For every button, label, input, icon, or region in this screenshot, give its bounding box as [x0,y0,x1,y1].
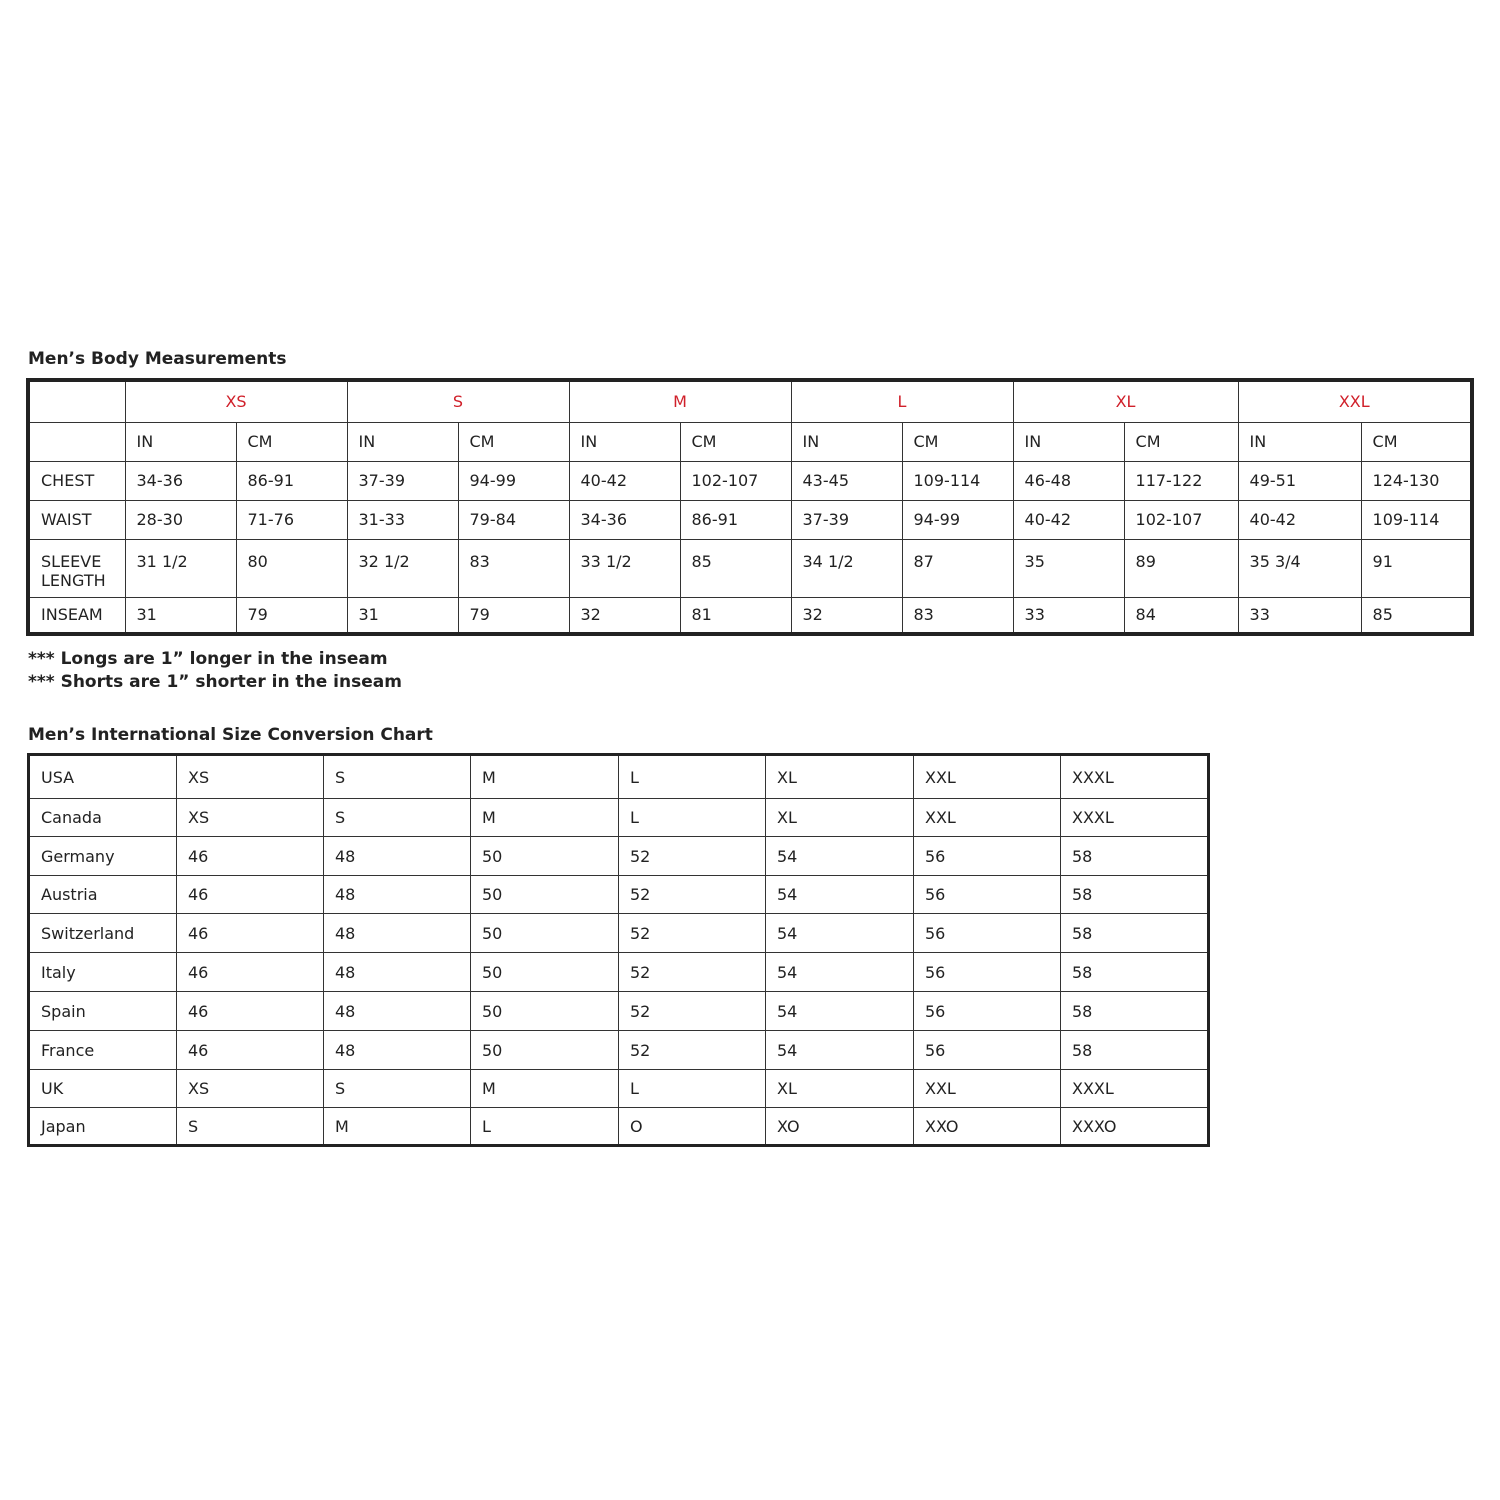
cell: 46 [177,876,324,914]
country-label: Spain [29,992,177,1031]
cell: L [619,799,766,837]
conversion-row [29,876,1209,914]
cell: 52 [619,953,766,992]
cell: M [471,1070,619,1108]
cell: 85 [680,539,791,597]
cell: 56 [914,914,1061,953]
cell: 54 [766,837,914,876]
cell: 54 [766,992,914,1031]
conversion-row [29,1108,1209,1146]
cell: 52 [619,876,766,914]
cell: 56 [914,876,1061,914]
unit-in: IN [1013,422,1124,461]
cell: 49-51 [1238,461,1361,500]
cell: 46 [177,914,324,953]
cell: XXXL [1061,755,1209,799]
cell: XL [766,755,914,799]
cell: 28-30 [125,500,236,539]
cell: 56 [914,953,1061,992]
cell: 79 [458,597,569,634]
cell: 79 [236,597,347,634]
cell: 37-39 [347,461,458,500]
cell: 52 [619,914,766,953]
country-label: UK [29,1070,177,1108]
cell: 46-48 [1013,461,1124,500]
cell: 58 [1061,876,1209,914]
conversion-row [29,914,1209,953]
cell: 48 [324,992,471,1031]
unit-in: IN [125,422,236,461]
cell: L [619,1070,766,1108]
country-label: Austria [29,876,177,914]
size-header: L [791,380,1013,422]
cell: 54 [766,876,914,914]
cell: M [471,755,619,799]
cell: 117-122 [1124,461,1238,500]
cell: 86-91 [236,461,347,500]
cell: 50 [471,914,619,953]
cell: 109-114 [902,461,1013,500]
cell: 40-42 [1238,500,1361,539]
cell: XO [766,1108,914,1146]
cell: 46 [177,1031,324,1070]
cell: 50 [471,876,619,914]
cell: 46 [177,953,324,992]
conversion-row [29,1070,1209,1108]
cell: 33 1/2 [569,539,680,597]
cell: 56 [914,992,1061,1031]
cell: 52 [619,837,766,876]
cell: 85 [1361,597,1472,634]
cell: 40-42 [1013,500,1124,539]
cell: XXXL [1061,799,1209,837]
cell: 58 [1061,992,1209,1031]
cell: 71-76 [236,500,347,539]
cell: 50 [471,992,619,1031]
unit-in: IN [1238,422,1361,461]
size-header-row [28,380,1472,422]
cell: 86-91 [680,500,791,539]
conversion-row [29,755,1209,799]
cell: S [324,755,471,799]
measurement-row-chest [28,461,1472,500]
measurement-row-waist [28,500,1472,539]
cell: S [324,1070,471,1108]
conversion-row [29,837,1209,876]
cell: 83 [902,597,1013,634]
cell: L [619,755,766,799]
cell: XL [766,799,914,837]
cell: 80 [236,539,347,597]
note-shorts: *** Shorts are 1” shorter in the inseam [28,672,402,692]
cell: XS [177,755,324,799]
unit-header-row [28,422,1472,461]
cell: 31-33 [347,500,458,539]
cell: 33 [1013,597,1124,634]
cell: 102-107 [1124,500,1238,539]
cell: 32 1/2 [347,539,458,597]
cell: XXXL [1061,1070,1209,1108]
conversion-chart-title: Men’s International Size Conversion Chart [28,725,433,745]
cell: XXL [914,755,1061,799]
cell: 40-42 [569,461,680,500]
unit-cm: CM [1361,422,1472,461]
cell: 58 [1061,1031,1209,1070]
cell: 54 [766,953,914,992]
cell: 102-107 [680,461,791,500]
country-label: USA [29,755,177,799]
country-label: Italy [29,953,177,992]
cell: 124-130 [1361,461,1472,500]
cell: 33 [1238,597,1361,634]
cell: 58 [1061,953,1209,992]
measurement-row-inseam [28,597,1472,634]
unit-in: IN [791,422,902,461]
cell: 56 [914,1031,1061,1070]
conversion-row [29,799,1209,837]
cell: 58 [1061,837,1209,876]
cell: 94-99 [458,461,569,500]
unit-cm: CM [236,422,347,461]
note-longs: *** Longs are 1” longer in the inseam [28,649,388,669]
cell: 48 [324,837,471,876]
country-label: Switzerland [29,914,177,953]
cell: 32 [791,597,902,634]
cell: XXXO [1061,1108,1209,1146]
cell: 87 [902,539,1013,597]
row-label: INSEAM [28,597,125,634]
cell: XS [177,1070,324,1108]
cell: 52 [619,992,766,1031]
cell: 109-114 [1361,500,1472,539]
conversion-row [29,953,1209,992]
country-label: France [29,1031,177,1070]
cell: 83 [458,539,569,597]
cell: 34-36 [569,500,680,539]
row-label: WAIST [28,500,125,539]
country-label: Germany [29,837,177,876]
cell: 37-39 [791,500,902,539]
unit-cm: CM [1124,422,1238,461]
cell: 50 [471,837,619,876]
cell: 34-36 [125,461,236,500]
cell: 35 3/4 [1238,539,1361,597]
cell: 52 [619,1031,766,1070]
conversion-row [29,992,1209,1031]
cell: 31 [125,597,236,634]
measurement-row-sleeve [28,539,1472,597]
cell: 50 [471,1031,619,1070]
country-label: Canada [29,799,177,837]
cell: 84 [1124,597,1238,634]
cell: 54 [766,914,914,953]
row-label: CHEST [28,461,125,500]
cell: 48 [324,1031,471,1070]
body-measurements-title: Men’s Body Measurements [28,349,287,369]
conversion-row [29,1031,1209,1070]
conversion-table [27,753,1210,1147]
size-header: XL [1013,380,1238,422]
cell: 56 [914,837,1061,876]
cell: 48 [324,953,471,992]
size-header: XS [125,380,347,422]
unit-cm: CM [680,422,791,461]
cell: 89 [1124,539,1238,597]
cell: XL [766,1070,914,1108]
cell: S [324,799,471,837]
cell: XXL [914,799,1061,837]
unit-in: IN [569,422,680,461]
body-measurements-table [26,378,1474,636]
cell: 35 [1013,539,1124,597]
cell: 94-99 [902,500,1013,539]
cell: 32 [569,597,680,634]
cell: XXO [914,1108,1061,1146]
cell: 48 [324,914,471,953]
row-label: SLEEVE LENGTH [28,539,125,597]
cell: 50 [471,953,619,992]
size-header: S [347,380,569,422]
cell: 81 [680,597,791,634]
cell: 34 1/2 [791,539,902,597]
cell: 31 [347,597,458,634]
cell: O [619,1108,766,1146]
cell: M [471,799,619,837]
cell: 48 [324,876,471,914]
cell: 46 [177,837,324,876]
country-label: Japan [29,1108,177,1146]
cell: 91 [1361,539,1472,597]
cell: M [324,1108,471,1146]
cell: 54 [766,1031,914,1070]
cell: XS [177,799,324,837]
cell: 79-84 [458,500,569,539]
cell: 46 [177,992,324,1031]
cell: 58 [1061,914,1209,953]
corner-cell [28,380,125,422]
corner-cell [28,422,125,461]
size-header: M [569,380,791,422]
unit-cm: CM [458,422,569,461]
cell: XXL [914,1070,1061,1108]
unit-in: IN [347,422,458,461]
size-header: XXL [1238,380,1472,422]
cell: 31 1/2 [125,539,236,597]
cell: S [177,1108,324,1146]
unit-cm: CM [902,422,1013,461]
cell: 43-45 [791,461,902,500]
cell: L [471,1108,619,1146]
